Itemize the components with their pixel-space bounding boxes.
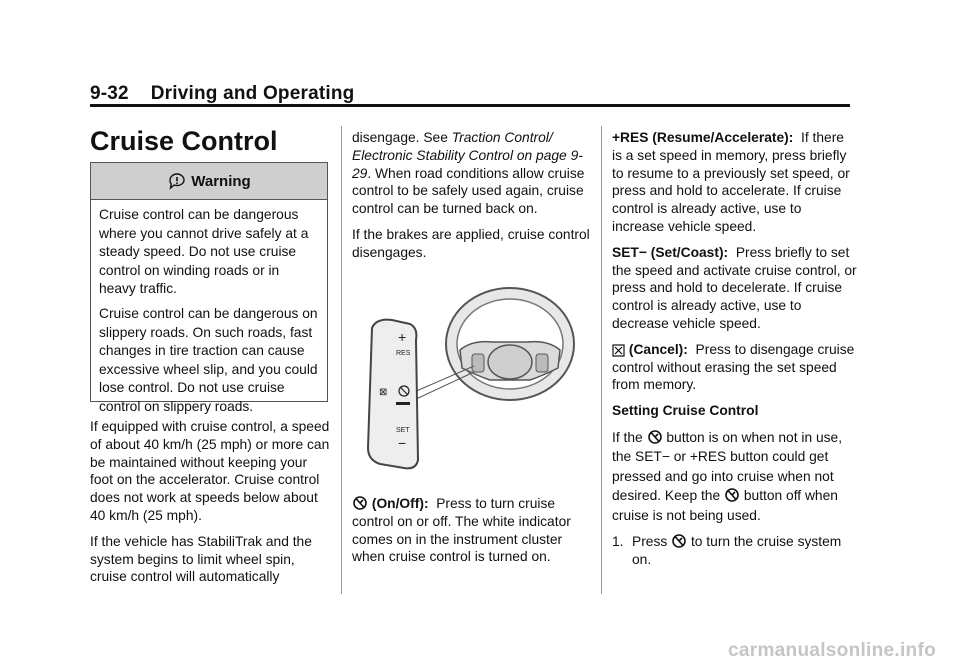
set-minus-glyph: − xyxy=(398,435,407,451)
disengage-paragraph xyxy=(352,129,592,218)
step-1 xyxy=(612,533,857,569)
cancel-paragraph xyxy=(612,341,857,394)
brakes-paragraph: If the brakes are applied, cruise control disengages. xyxy=(352,226,590,260)
res-text: If there is a set speed in memory, press briefly to resume to a previously set speed, or press and hold to accelerate. If cruise control is already active, use to increase vehicle speed. xyxy=(612,130,850,234)
set-label: SET− (Set/Coast): xyxy=(612,244,729,260)
page-header xyxy=(90,83,354,105)
cruise-icon xyxy=(671,533,687,549)
text-run: . When road conditions allow cruise control to be safely used again, cruise control can be turned back on. xyxy=(352,165,585,217)
set-paragraph xyxy=(612,244,857,333)
onoff-label: (On/Off): xyxy=(371,496,429,511)
warning-box xyxy=(90,162,328,414)
column-divider xyxy=(341,126,342,594)
onoff-text: Press to turn cruise control on or off. The white indicator comes on in the instrument cluster when cruise control is turned on. xyxy=(352,496,571,565)
warning-paragraph: Cruise control can be dangerous where you cannot drive safely at a steady speed. Do not use cruise control on winding roads or in heavy traffic. xyxy=(99,207,309,297)
cancel-text: Press to disengage cruise control without erasing the set speed from memory. xyxy=(612,341,855,393)
column-2 xyxy=(352,129,592,270)
cross-reference-link[interactable]: Traction Control/ Electronic Stability Control on page 9-29 xyxy=(352,130,583,181)
cancel-label: (Cancel): xyxy=(628,341,688,357)
warning-icon xyxy=(167,172,187,190)
cruise-controls-figure xyxy=(352,280,590,475)
intro-paragraph: If equipped with cruise control, a speed of about 40 km/h (25 mph) or more can be maintained without keeping your foot on the accelerator. Cruise control does not work at speeds below about 40 km/h (25 mph). xyxy=(90,419,330,523)
warning-header xyxy=(91,163,327,200)
text-run: button off when cruise is not being used. xyxy=(612,488,838,523)
cancel-icon: ⊠ xyxy=(379,387,388,398)
cruise-control-pod xyxy=(368,320,418,469)
text-run: to turn the cruise system on. xyxy=(632,534,842,568)
page-title: Cruise Control xyxy=(90,126,278,156)
setting-heading-text: Setting Cruise Control xyxy=(612,403,759,419)
cruise-icon xyxy=(352,495,368,511)
set-text: Press briefly to set the speed and activate cruise control, or press and hold to decelerate. If cruise control is already active, use to decrease vehicle speed. xyxy=(612,244,857,331)
warning-label: Warning xyxy=(191,172,251,190)
onoff-description xyxy=(352,495,592,574)
warning-body xyxy=(91,200,327,429)
text-run: button is on when not in use, the SET− or +RES button could get pressed and go into cruise when not desired. Keep the xyxy=(612,429,843,504)
res-plus-glyph: + xyxy=(398,329,407,345)
steering-wheel-illustration xyxy=(352,280,590,475)
setting-paragraph xyxy=(612,428,857,526)
setting-heading xyxy=(612,402,857,420)
text-run: If the xyxy=(612,429,643,445)
steering-wheel-icon xyxy=(446,288,574,400)
res-button-label: RES xyxy=(396,350,411,357)
res-paragraph xyxy=(612,129,857,236)
column-divider xyxy=(601,126,602,594)
watermark: carmanualsonline.info xyxy=(728,640,936,661)
text-run: disengage. See xyxy=(352,130,452,145)
warning-paragraph: Cruise control can be dangerous on slippery roads. On such roads, fast changes in tire traction can cause excessive wheel slip, and you could lose control. Do not use cruise control on slippery roads. xyxy=(99,305,318,414)
page-number: 9-32 xyxy=(90,83,129,104)
header-rule xyxy=(90,104,850,107)
set-button-label: SET xyxy=(396,427,410,434)
text-run: Press xyxy=(632,534,668,550)
step-number: 1. xyxy=(612,534,624,550)
cruise-icon xyxy=(724,487,740,503)
column-3 xyxy=(612,129,857,569)
step-text xyxy=(632,533,857,569)
res-label: +RES (Resume/Accelerate): xyxy=(612,130,794,145)
section-title: Driving and Operating xyxy=(150,83,355,104)
onoff-paragraph xyxy=(352,495,592,566)
stabilitrak-paragraph: If the vehicle has StabiliTrak and the system begins to limit wheel spin, cruise control will automatically xyxy=(90,533,312,585)
column-1 xyxy=(90,418,332,594)
set-minus-icon xyxy=(396,402,410,405)
cancel-icon xyxy=(612,344,625,357)
cruise-icon xyxy=(647,429,663,445)
